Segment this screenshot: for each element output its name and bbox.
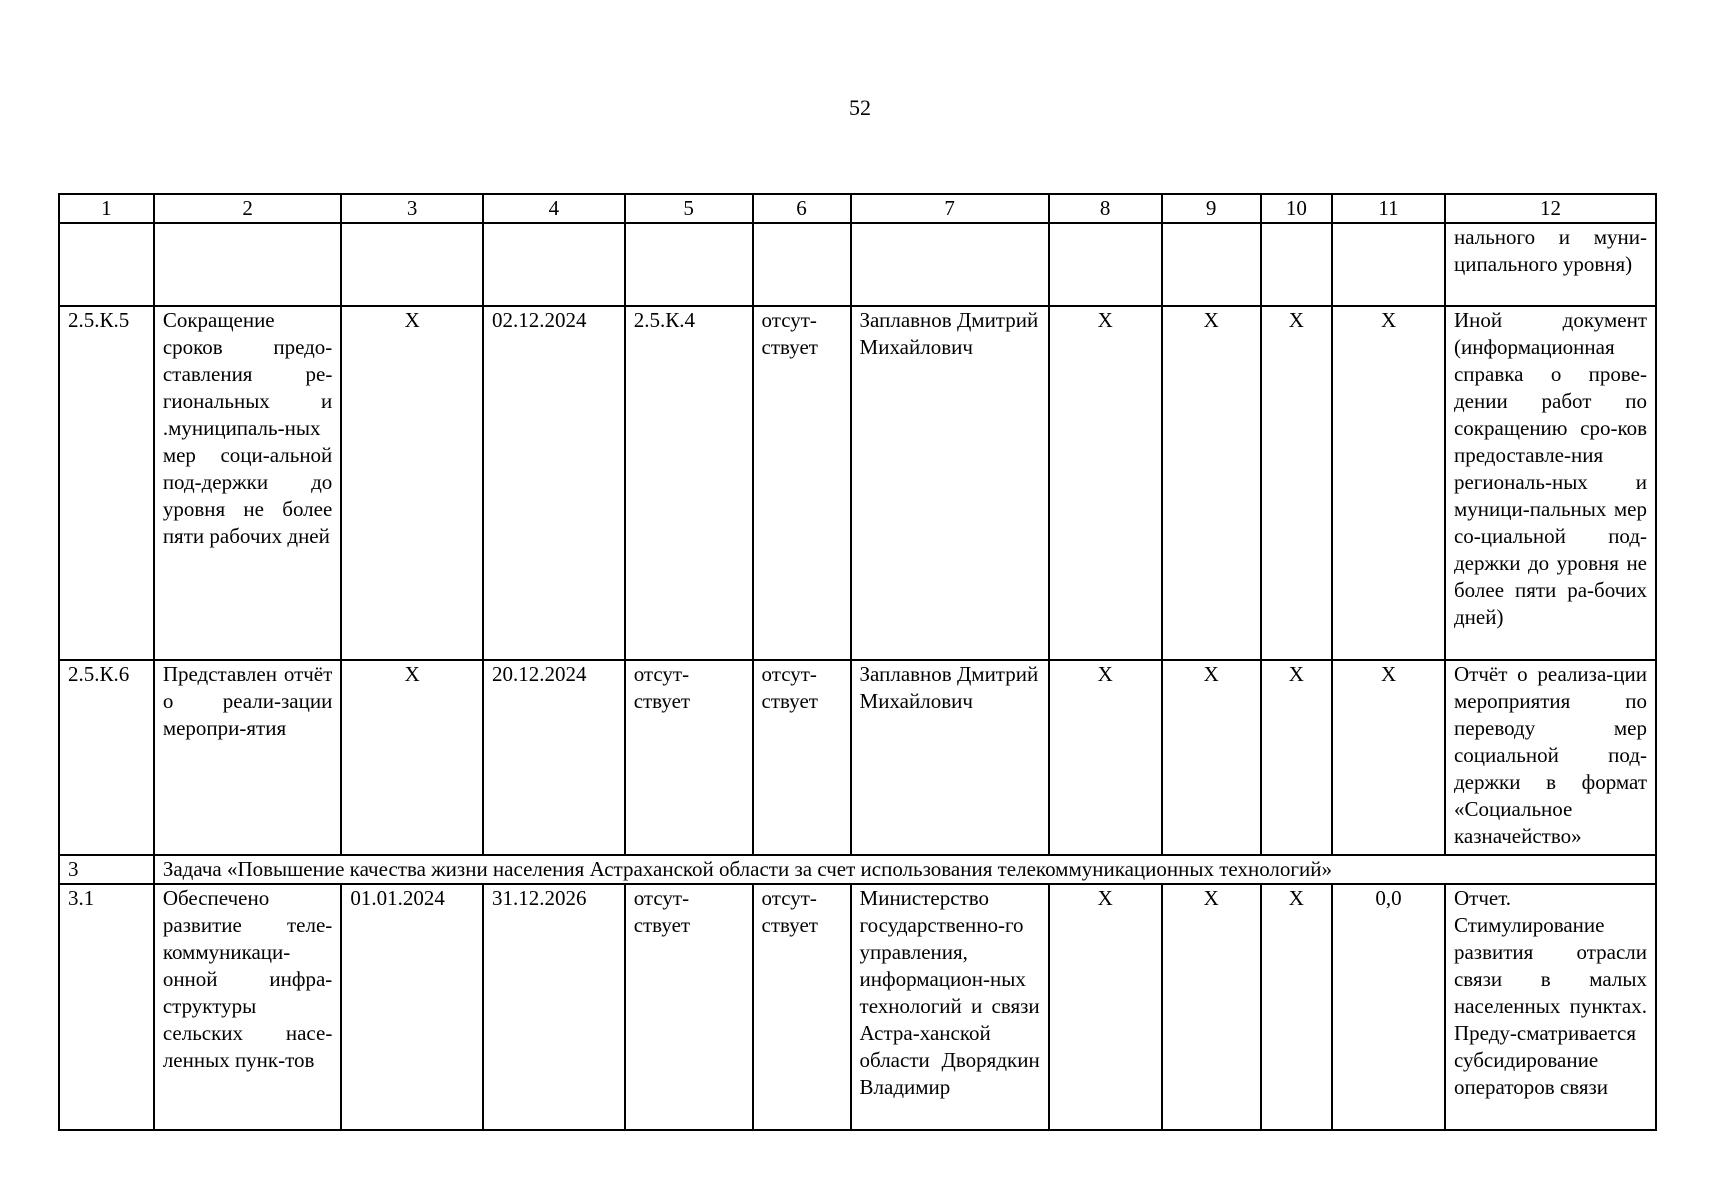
column-header: 7: [851, 194, 1049, 223]
cell: [1049, 223, 1162, 306]
cell: Х: [1049, 884, 1162, 1130]
cell: Х: [1261, 884, 1332, 1130]
cell: отсут-ствует: [625, 884, 753, 1130]
cell: Х: [1049, 306, 1162, 660]
column-header: 1: [59, 194, 154, 223]
column-header: 3: [341, 194, 483, 223]
cell: Х: [1332, 660, 1445, 855]
row-name: Обеспечено развитие теле-коммуникаци-онной инфра-структуры сельских насе-ленных пунк-тов: [154, 884, 342, 1130]
table-row: [59, 306, 1656, 660]
cell: отсут-ствует: [753, 306, 851, 660]
plan-table: [58, 193, 1657, 1131]
column-header: 6: [753, 194, 851, 223]
row-name: Представлен отчёт о реали-зации меропри-ятия: [154, 660, 342, 855]
cell: Х: [341, 660, 483, 855]
column-header: 10: [1261, 194, 1332, 223]
row-id: 2.5.К.6: [59, 660, 154, 855]
row-result-document: Отчёт о реализа-ции мероприятия по переводу мер социальной под-держки в формат «Социальное казначейство»: [1445, 660, 1656, 855]
table-row: [59, 223, 1656, 306]
row-result-document: нального и муни-ципального уровня): [1445, 223, 1656, 306]
task-title: Задача «Повышение качества жизни населения Астраханской области за счет использования телекоммуникационных технологий»: [154, 855, 1656, 884]
cell: [1332, 223, 1445, 306]
cell: 0,0: [1332, 884, 1445, 1130]
cell: Заплавнов Дмитрий Михайлович: [851, 306, 1049, 660]
cell: [1261, 223, 1332, 306]
cell: отсут-ствует: [753, 660, 851, 855]
cell: Заплавнов Дмитрий Михайлович: [851, 660, 1049, 855]
row-name: [154, 223, 342, 306]
row-id: 3.1: [59, 884, 154, 1130]
cell: Х: [1332, 306, 1445, 660]
cell: [753, 223, 851, 306]
column-number-header-row: [59, 194, 1656, 223]
column-header: 11: [1332, 194, 1445, 223]
cell: 01.01.2024: [341, 884, 483, 1130]
page-number: 52: [849, 95, 871, 120]
row-id: [59, 223, 154, 306]
cell: [341, 223, 483, 306]
cell: Х: [1162, 660, 1261, 855]
cell: Х: [1162, 306, 1261, 660]
row-result-document: Иной документ (информационная справка о прове-дении работ по сокращению сро-ков предоставле-ния региональ-ных и муници-пальных мер со-циальной под-держки до уровня не более пяти ра-бочих дней): [1445, 306, 1656, 660]
column-header: 5: [625, 194, 753, 223]
row-name: Сокращение сроков предо-ставления ре-гиональных и .муниципаль-ных мер соци-альной под-держки до уровня не более пяти рабочих дней: [154, 306, 342, 660]
cell: Х: [1261, 660, 1332, 855]
row-id: 2.5.К.5: [59, 306, 154, 660]
cell: 20.12.2024: [483, 660, 625, 855]
cell: Х: [1049, 660, 1162, 855]
cell: Х: [341, 306, 483, 660]
table-row: [59, 660, 1656, 855]
cell: 31.12.2026: [483, 884, 625, 1130]
cell: отсут-ствует: [753, 884, 851, 1130]
table-row: [59, 884, 1656, 1130]
cell: отсут-ствует: [625, 660, 753, 855]
column-header: 9: [1162, 194, 1261, 223]
row-responsible: Министерство государственно-го управления, информацион-ных технологий и связи Астра-ханской области Дворядкин Владимир: [851, 884, 1049, 1130]
column-header: 8: [1049, 194, 1162, 223]
cell: Х: [1261, 306, 1332, 660]
cell: [1162, 223, 1261, 306]
cell: Х: [1162, 884, 1261, 1130]
column-header: 12: [1445, 194, 1656, 223]
column-header: 4: [483, 194, 625, 223]
cell: [483, 223, 625, 306]
row-result-document: Отчет. Стимулирование развития отрасли связи в малых населенных пунктах. Преду-сматривается субсидирование операторов связи: [1445, 884, 1656, 1130]
column-header: 2: [154, 194, 342, 223]
cell: 02.12.2024: [483, 306, 625, 660]
cell: 2.5.К.4: [625, 306, 753, 660]
cell: [851, 223, 1049, 306]
task-id: 3: [59, 855, 154, 884]
task-row: [59, 855, 1656, 884]
cell: [625, 223, 753, 306]
